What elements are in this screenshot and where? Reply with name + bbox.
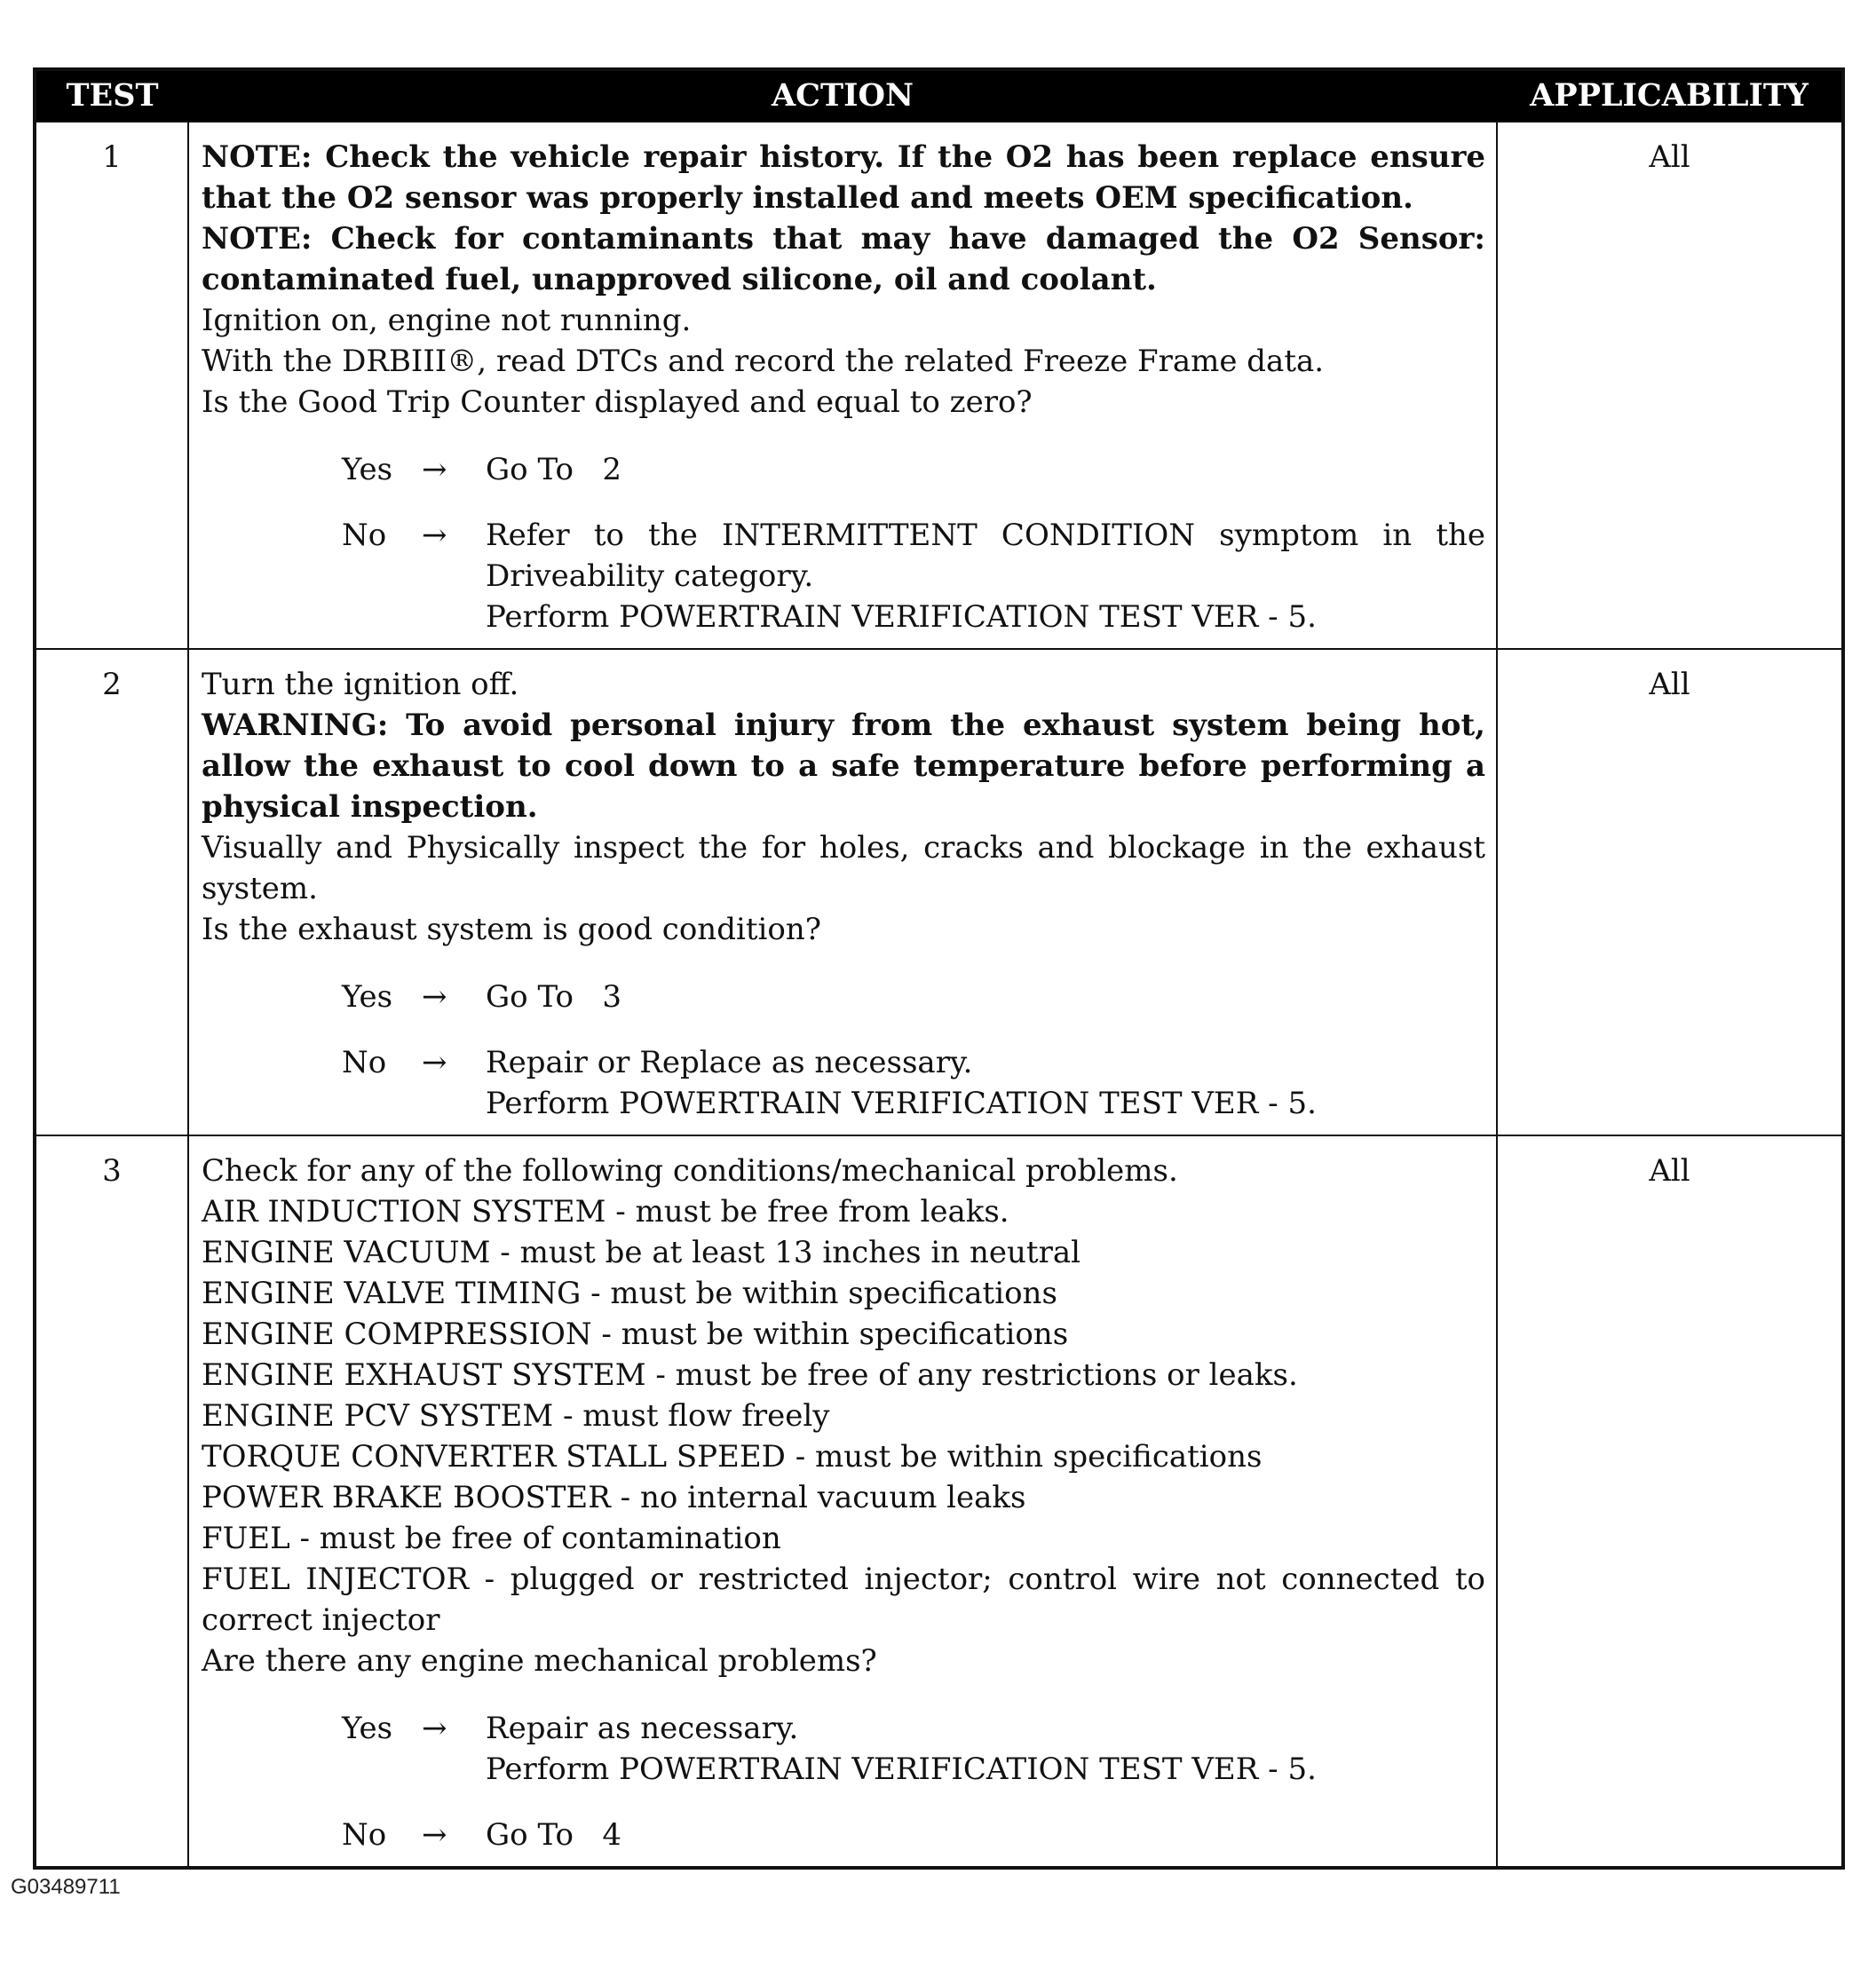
- answer-result: [486, 515, 1495, 637]
- result-line: Perform POWERTRAIN VERIFICATION TEST VER - 5.: [486, 599, 1317, 635]
- action-note: NOTE: Check for contaminants that may have damaged the O2 Sensor: contaminated fuel, unapproved silicone, oil and coolant.: [202, 221, 1485, 297]
- action-step: Visually and Physically inspect the for holes, cracks and blockage in the exhaust system.: [202, 830, 1485, 906]
- yes-branch: [202, 1708, 1485, 1790]
- answer-label: Yes: [342, 979, 393, 1015]
- test-row: [35, 1135, 1843, 1868]
- right-arrow-icon: →: [422, 979, 447, 1015]
- no-branch: [202, 515, 1495, 637]
- header-test: TEST: [35, 69, 188, 122]
- test-row: [35, 122, 1843, 649]
- no-branch: [202, 1815, 1485, 1855]
- test-applicability: All: [1497, 122, 1843, 649]
- figure-reference-code: G03489711: [11, 1875, 121, 1899]
- result-line: Perform POWERTRAIN VERIFICATION TEST VER - 5.: [486, 1752, 1317, 1787]
- yes-branch: [202, 449, 1485, 490]
- answer-branches: [202, 977, 1485, 1124]
- right-arrow-icon: →: [422, 1711, 447, 1746]
- test-applicability: All: [1497, 1135, 1843, 1868]
- result-line: Perform POWERTRAIN VERIFICATION TEST VER - 5.: [486, 1086, 1317, 1121]
- action-step: Turn the ignition off.: [202, 667, 519, 702]
- test-number: 3: [35, 1135, 188, 1868]
- result-line: Go To 2: [486, 452, 621, 487]
- action-note: NOTE: Check the vehicle repair history. If the O2 has been replace ensure that the O2 sensor was properly installed and meets OEM specification.: [202, 139, 1485, 216]
- result-line: Go To 3: [486, 979, 621, 1015]
- test-procedure-document: [33, 67, 1841, 1870]
- action-step: With the DRBIII®, read DTCs and record the related Freeze Frame data.: [202, 344, 1325, 379]
- action-step: Check for any of the following conditions/mechanical problems.: [202, 1153, 1178, 1189]
- result-line: Repair or Replace as necessary.: [486, 1045, 973, 1080]
- test-number: 2: [35, 649, 188, 1135]
- test-action: [188, 1135, 1497, 1868]
- answer-result: [486, 977, 1485, 1017]
- action-step: TORQUE CONVERTER STALL SPEED - must be within specifications: [202, 1439, 1263, 1475]
- action-step: Are there any engine mechanical problems?: [202, 1643, 877, 1679]
- action-step: FUEL - must be free of contamination: [202, 1521, 781, 1556]
- table-header-row: [35, 69, 1843, 122]
- header-action: ACTION: [188, 69, 1497, 122]
- action-step: AIR INDUCTION SYSTEM - must be free from leaks.: [202, 1194, 1009, 1230]
- no-branch: [202, 1042, 1485, 1124]
- action-step: ENGINE EXHAUST SYSTEM - must be free of any restrictions or leaks.: [202, 1357, 1298, 1393]
- answer-branches: [202, 1708, 1485, 1855]
- yes-branch: [202, 977, 1485, 1017]
- diagnostic-test-table: [33, 67, 1845, 1870]
- answer-branches: [202, 449, 1495, 637]
- test-action: [188, 649, 1497, 1135]
- answer-result: [486, 1042, 1485, 1124]
- right-arrow-icon: →: [422, 1045, 447, 1080]
- answer-label: No: [342, 1045, 387, 1080]
- action-step: ENGINE VACUUM - must be at least 13 inches in neutral: [202, 1235, 1080, 1270]
- action-step: Is the Good Trip Counter displayed and equal to zero?: [202, 384, 1033, 420]
- answer-label: Yes: [342, 1711, 393, 1746]
- result-line: Go To 4: [486, 1817, 621, 1853]
- answer-label: Yes: [342, 452, 393, 487]
- action-note: WARNING: To avoid personal injury from the exhaust system being hot, allow the exhaust to cool down to a safe temperature before performing a physical inspection.: [202, 708, 1485, 825]
- test-applicability: All: [1497, 649, 1843, 1135]
- answer-result: [486, 449, 1485, 490]
- answer-label: No: [342, 518, 387, 553]
- right-arrow-icon: →: [422, 452, 447, 487]
- answer-result: [486, 1815, 1485, 1855]
- action-step: FUEL INJECTOR - plugged or restricted injector; control wire not connected to correct injector: [202, 1562, 1485, 1638]
- test-action: [188, 122, 1497, 649]
- test-number: 1: [35, 122, 188, 649]
- action-step: POWER BRAKE BOOSTER - no internal vacuum leaks: [202, 1480, 1026, 1515]
- action-step: ENGINE COMPRESSION - must be within specifications: [202, 1317, 1069, 1352]
- result-line: Repair as necessary.: [486, 1711, 799, 1746]
- right-arrow-icon: →: [422, 1817, 447, 1853]
- answer-result: [486, 1708, 1485, 1790]
- result-line: Refer to the INTERMITTENT CONDITION symptom in the Driveability category.: [486, 518, 1495, 594]
- action-step: Is the exhaust system is good condition?: [202, 912, 821, 947]
- action-step: ENGINE VALVE TIMING - must be within specifications: [202, 1276, 1057, 1311]
- action-step: Ignition on, engine not running.: [202, 303, 692, 338]
- test-row: [35, 649, 1843, 1135]
- header-applicability: APPLICABILITY: [1497, 69, 1843, 122]
- answer-label: No: [342, 1817, 387, 1853]
- right-arrow-icon: →: [422, 518, 447, 553]
- action-step: ENGINE PCV SYSTEM - must flow freely: [202, 1398, 830, 1434]
